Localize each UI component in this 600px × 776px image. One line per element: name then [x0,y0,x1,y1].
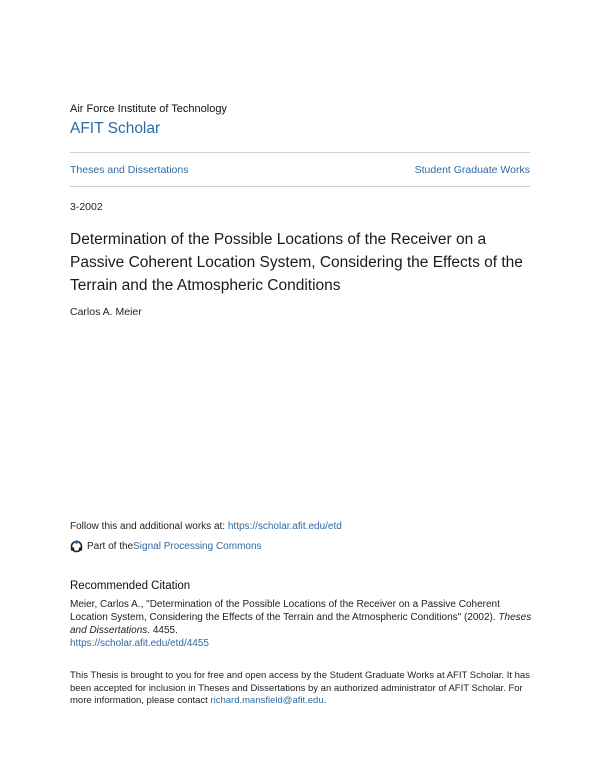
institution-name: Air Force Institute of Technology [70,103,227,115]
author-name: Carlos A. Meier [70,306,142,318]
part-of-prefix: Part of the [87,541,134,552]
part-of-line [70,540,262,553]
publication-date: 3-2002 [70,201,103,213]
collection-link-student-works[interactable]: Student Graduate Works [414,164,530,176]
citation-journal: Theses and Dissertations [70,612,532,636]
divider-bottom [70,186,530,187]
document-title: Determination of the Possible Locations of the Receiver on a Passive Coherent Location System, Considering the Effects of the Terrain and the Atmospheric Conditions [70,231,523,294]
repository-link[interactable]: AFIT Scholar [70,120,161,137]
access-end: . [323,695,327,706]
follow-prefix: Follow this and additional works at: [70,521,228,532]
commons-link[interactable]: Signal Processing Commons [133,541,262,552]
citation-text [70,598,532,650]
access-statement [70,670,532,708]
follow-line [70,521,342,532]
citation-url[interactable]: https://scholar.afit.edu/etd/4455 [70,638,209,649]
collection-link-theses[interactable]: Theses and Dissertations [70,164,189,176]
network-icon [70,540,83,553]
divider-top [70,152,530,153]
citation-number: . 4455. [147,625,178,636]
access-text: This Thesis is brought to you for free and open access by the Student Graduate Works at AFIT Scholar. It has been accepted for inclusion in Theses and Dissertations by an authorized administrator of AFIT Scholar. For more information, please contact [70,670,530,706]
follow-link[interactable]: https://scholar.afit.edu/etd [227,521,342,532]
citation-heading: Recommended Citation [70,580,191,592]
contact-email-link[interactable]: richard.mansfield@afit.edu [210,695,324,706]
citation-body: Meier, Carlos A., "Determination of the Possible Locations of the Receiver on a Passive Coherent Location System, Considering the Effects of the Terrain and the Atmospheric Conditions" (2002). [70,599,500,623]
